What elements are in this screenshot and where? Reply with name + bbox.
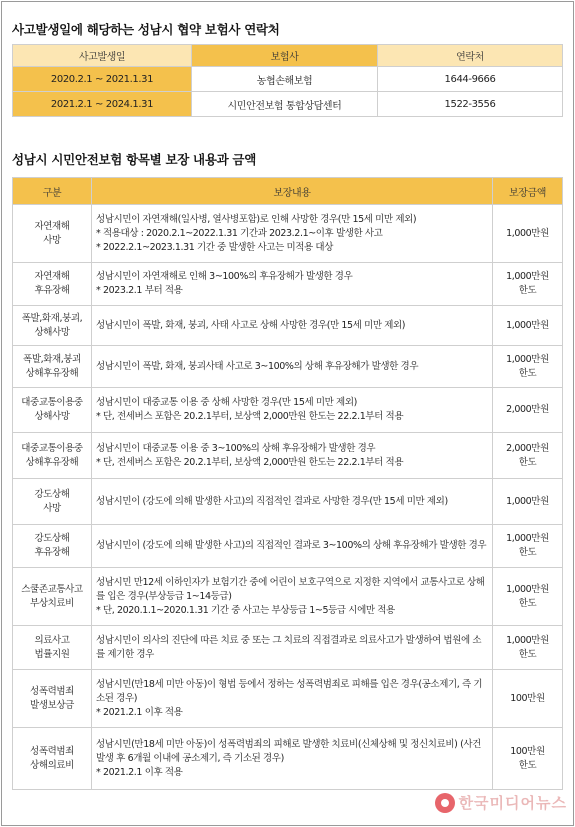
category-cell-line: 사망 xyxy=(43,234,61,246)
coverage-desc-cell-line: * 적용대상 : 2020.2.1~2022.1.31 기간과 2023.2.1~이후 발생한 사고 xyxy=(96,227,383,239)
coverage-desc-cell-line: * 2022.2.1~2023.1.31 기간 중 발생한 사고는 미적용 대상 xyxy=(96,241,333,253)
news-logo-icon xyxy=(435,793,455,813)
amount-cell-line: 한도 xyxy=(518,285,537,296)
contacts-section-title: 사고발생일에 해당하는 성남시 협약 보험사 연락처 xyxy=(12,22,280,37)
coverage-desc-cell xyxy=(92,568,493,626)
coverage-desc-cell-line: 성남시민이 (강도에 의해 발생한 사고)의 직접적인 결과로 사망한 경우(만 15세 미만 제외) xyxy=(96,495,448,507)
table-row xyxy=(13,92,563,117)
category-cell-line: 대중교통이용중 xyxy=(21,397,83,408)
header-accident-date: 사고발생일 xyxy=(13,45,192,67)
amount-cell-line: 한도 xyxy=(518,456,537,468)
amount-cell xyxy=(493,670,563,728)
coverage-desc-cell-line: * 단, 전세버스 포함은 20.2.1부터, 보상액 2,000만원 한도는 22.2.1부터 적용 xyxy=(96,411,404,422)
category-cell xyxy=(13,205,92,263)
coverage-desc-cell-line: * 단, 전세버스 포함은 20.2.1부터, 보상액 2,000만원 한도는 22.2.1부터 적용 xyxy=(96,456,404,468)
category-cell xyxy=(13,433,92,479)
category-cell-line: 후유장해 xyxy=(34,547,70,558)
amount-cell xyxy=(493,388,563,433)
table-row xyxy=(13,388,563,433)
accident-period-cell: 2020.2.1 ~ 2021.1.31 xyxy=(13,67,192,92)
amount-cell-line: 한도 xyxy=(518,547,537,558)
coverage-desc-cell xyxy=(92,626,493,670)
amount-cell-line: 한도 xyxy=(518,648,537,660)
amount-cell-line: 2,000만원 xyxy=(506,442,549,454)
coverage-desc-cell xyxy=(92,388,493,433)
header-amount: 보장금액 xyxy=(493,178,563,205)
category-cell-line: 강도상해 xyxy=(34,533,70,544)
category-cell-line: 성폭력범죄 xyxy=(30,685,74,697)
amount-cell-line: 2,000만원 xyxy=(506,404,549,415)
category-cell xyxy=(13,479,92,525)
category-cell-line: 성폭력범죄 xyxy=(30,745,74,757)
coverage-desc-cell-line: * 2023.2.1 부터 적용 xyxy=(96,285,183,296)
category-cell-line: 대중교통이용중 xyxy=(21,442,83,454)
table-row xyxy=(13,626,563,670)
coverage-desc-cell xyxy=(92,263,493,306)
category-cell-line: 상해후유장해 xyxy=(25,456,79,468)
amount-cell-line: 1,000만원 xyxy=(506,319,549,331)
coverage-desc-cell-line: 성남시민이 대중교통 이용 중 상해 사망한 경우(만 15세 미만 제외) xyxy=(96,397,357,408)
amount-cell xyxy=(493,626,563,670)
table-row xyxy=(13,728,563,790)
table-row xyxy=(13,346,563,388)
insurer-cell: 시민안전보험 통합상담센터 xyxy=(192,92,378,117)
coverage-desc-cell-line: 성남시민(만18세 미만 아동)이 형법 등에서 정하는 성폭력범죄로 피해를 입은 경우(공소제기, 즉 기소된 경우) xyxy=(96,678,483,704)
watermark xyxy=(435,792,567,813)
amount-cell xyxy=(493,525,563,568)
table-row xyxy=(13,433,563,479)
amount-cell-line: 1,000만원 xyxy=(506,227,549,239)
category-cell-line: 자연재해 xyxy=(34,271,70,282)
category-cell-line: 상해의료비 xyxy=(30,759,74,771)
table-header-row xyxy=(13,45,563,67)
category-cell xyxy=(13,388,92,433)
category-cell-line: 상해사망 xyxy=(34,326,70,338)
coverage-desc-cell-line: 성남시민이 자연재해로 인해 3~100%의 후유장해가 발생한 경우 xyxy=(96,271,353,282)
amount-cell-line: 100만원 xyxy=(510,745,545,757)
category-cell-line: 상해사망 xyxy=(34,411,70,422)
category-cell xyxy=(13,728,92,790)
amount-cell-line: 1,000만원 xyxy=(506,533,549,544)
coverage-desc-cell xyxy=(92,346,493,388)
category-cell-line: 부상치료비 xyxy=(30,597,74,609)
category-cell-line: 사망 xyxy=(43,502,61,514)
accident-period-cell: 2021.2.1 ~ 2024.1.31 xyxy=(13,92,192,117)
category-cell-line: 자연재해 xyxy=(34,220,70,232)
amount-cell-line: 1,000만원 xyxy=(506,271,549,282)
coverage-desc-cell-line: * 2021.2.1 이후 적용 xyxy=(96,766,183,778)
coverage-desc-cell xyxy=(92,433,493,479)
coverage-desc-cell-line: 성남시민이 폭발, 화재, 붕괴, 사태 사고로 상해 사망한 경우(만 15세 미만 제외) xyxy=(96,319,406,331)
coverage-desc-cell xyxy=(92,479,493,525)
category-cell xyxy=(13,346,92,388)
category-cell xyxy=(13,626,92,670)
category-cell xyxy=(13,568,92,626)
coverage-rows xyxy=(13,205,563,790)
coverage-desc-cell-line: * 단, 2020.1.1~2020.1.31 기간 중 사고는 부상등급 1~5등급 시에만 적용 xyxy=(96,604,395,616)
amount-cell xyxy=(493,205,563,263)
header-contact: 연락처 xyxy=(378,45,563,67)
coverage-desc-cell-line: 성남시민이 의사의 진단에 따른 치료 중 또는 그 치료의 직접결과로 의료사고가 발생하여 법원에 소를 제기한 경우 xyxy=(96,634,482,660)
table-row xyxy=(13,205,563,263)
coverage-desc-cell-line: 성남시민이 (강도에 의해 발생한 사고)의 직접적인 결과로 3~100%의 상해 후유장해가 발생한 경우 xyxy=(96,540,487,551)
category-cell-line: 폭발,화재,붕괴, xyxy=(21,312,83,324)
table-header-row xyxy=(13,178,563,205)
amount-cell-line: 한도 xyxy=(518,759,537,771)
category-cell-line: 강도상해 xyxy=(34,488,70,500)
amount-cell-line: 100만원 xyxy=(510,692,545,704)
category-cell-line: 후유장해 xyxy=(34,285,70,296)
coverage-table xyxy=(12,177,563,790)
amount-cell xyxy=(493,306,563,346)
phone-cell: 1522-3556 xyxy=(378,92,563,117)
header-category: 구분 xyxy=(13,178,92,205)
table-row xyxy=(13,67,563,92)
category-cell xyxy=(13,263,92,306)
coverage-desc-cell-line: 성남시민 만12세 이하인자가 보험기간 중에 어린이 보호구역으로 지정한 지역에서 교통사고로 상해를 입은 경우(부상등급 1~14등급) xyxy=(96,576,485,602)
phone-cell: 1644-9666 xyxy=(378,67,563,92)
amount-cell xyxy=(493,728,563,790)
watermark-text: 한국미디어뉴스 xyxy=(458,794,567,812)
coverage-desc-cell xyxy=(92,525,493,568)
category-cell-line: 상해후유장해 xyxy=(25,367,79,379)
coverage-desc-cell-line: 성남시민(만18세 미만 아동)이 성폭력범죄의 피해로 발생한 치료비(신체상해 및 정신치료비) (사건 발생 후 6개월 이내에 공소제기, 즉 기소된 경우) xyxy=(96,738,481,764)
category-cell-line: 폭발,화재,붕괴 xyxy=(23,353,81,365)
category-cell xyxy=(13,306,92,346)
coverage-desc-cell-line: 성남시민이 대중교통 이용 중 3~100%의 상해 후유장해가 발생한 경우 xyxy=(96,442,376,454)
coverage-desc-cell-line: 성남시민이 자연재해(일사병, 열사병포함)로 인해 사망한 경우(만 15세 미만 제외) xyxy=(96,213,417,225)
insurer-contacts-table xyxy=(12,44,563,117)
amount-cell xyxy=(493,263,563,306)
amount-cell xyxy=(493,346,563,388)
category-cell-line: 스쿨존교통사고 xyxy=(21,583,83,595)
category-cell-line: 의료사고 xyxy=(34,634,70,646)
amount-cell-line: 1,000만원 xyxy=(506,583,549,595)
table-row xyxy=(13,568,563,626)
amount-cell-line: 1,000만원 xyxy=(506,353,549,365)
header-coverage: 보장내용 xyxy=(92,178,493,205)
table-row xyxy=(13,479,563,525)
table-row xyxy=(13,670,563,728)
table-row xyxy=(13,306,563,346)
amount-cell-line: 1,000만원 xyxy=(506,634,549,646)
amount-cell-line: 1,000만원 xyxy=(506,495,549,507)
coverage-desc-cell xyxy=(92,728,493,790)
amount-cell xyxy=(493,433,563,479)
coverage-desc-cell-line: * 2021.2.1 이후 적용 xyxy=(96,706,183,718)
amount-cell xyxy=(493,568,563,626)
header-insurer: 보험사 xyxy=(192,45,378,67)
category-cell-line: 발생보상금 xyxy=(30,699,74,711)
insurer-cell: 농협손해보험 xyxy=(192,67,378,92)
coverage-desc-cell xyxy=(92,205,493,263)
coverage-section-title: 성남시 시민안전보험 항목별 보장 내용과 금액 xyxy=(12,152,256,167)
amount-cell xyxy=(493,479,563,525)
coverage-desc-cell xyxy=(92,306,493,346)
table-row xyxy=(13,525,563,568)
coverage-desc-cell-line: 성남시민이 폭발, 화재, 붕괴사태 사고로 3~100%의 상해 후유장해가 발생한 경우 xyxy=(96,360,419,372)
category-cell xyxy=(13,525,92,568)
category-cell xyxy=(13,670,92,728)
amount-cell-line: 한도 xyxy=(518,367,537,379)
coverage-desc-cell xyxy=(92,670,493,728)
amount-cell-line: 한도 xyxy=(518,597,537,609)
table-row xyxy=(13,263,563,306)
category-cell-line: 법률지원 xyxy=(34,648,70,660)
